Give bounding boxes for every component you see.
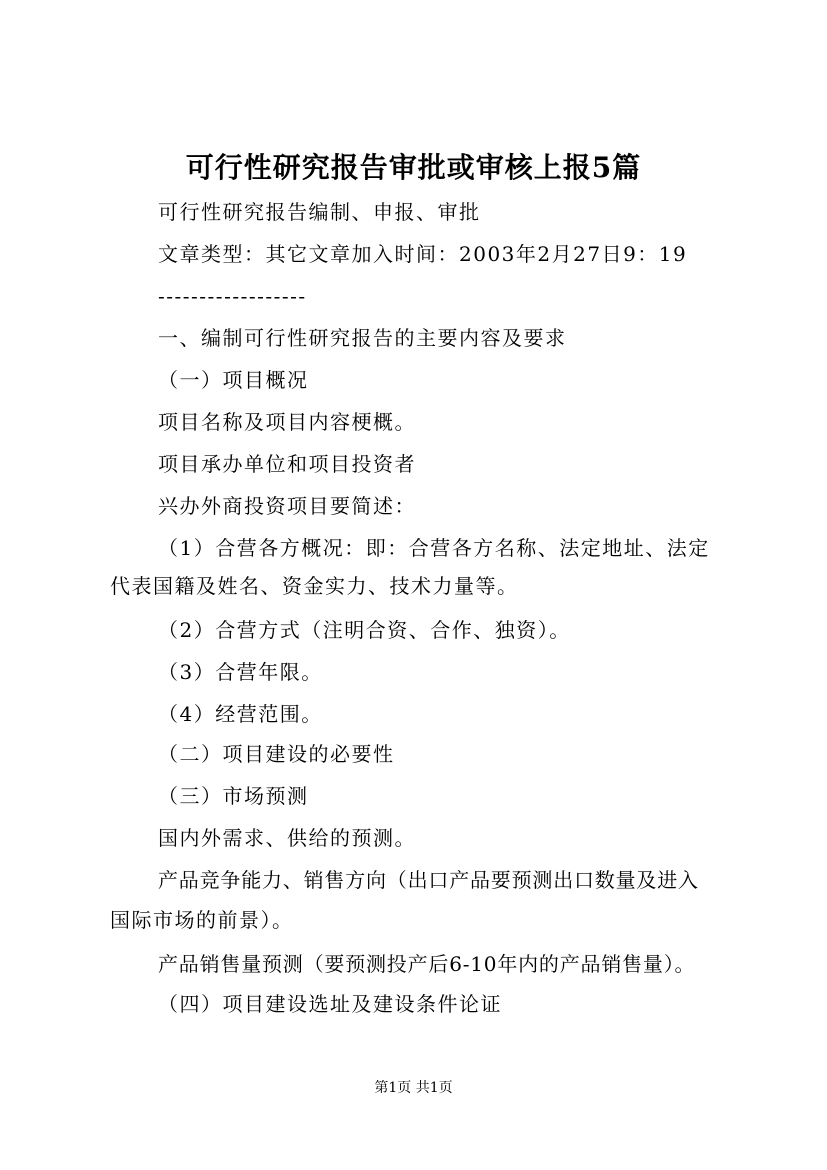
document-title: 可行性研究报告审批或审核上报5篇 [185,151,642,184]
subsection-heading: （三）市场预测 [158,784,309,808]
page-number-footer: 第1页 共1页 [374,1080,453,1096]
text-line: 文章类型：其它文章加入时间：2003年2月27日9：19 [158,242,688,266]
list-item: （2）合营方式（注明合资、合作、独资）。 [158,618,571,642]
list-item: （1）合营各方概况：即：合营各方名称、法定地址、法定 [158,536,710,560]
text-line: 项目名称及项目内容梗概。 [158,410,416,434]
subsection-heading: （四）项目建设选址及建设条件论证 [158,992,502,1016]
text-line: 产品销售量预测（要预测投产后6-10年内的产品销售量）。 [158,952,696,976]
text-line: 可行性研究报告编制、申报、审批 [158,200,481,224]
text-line: 产品竞争能力、销售方向（出口产品要预测出口数量及进入 [158,868,699,892]
subsection-heading: （一）项目概况 [158,368,309,392]
subsection-heading: （二）项目建设的必要性 [158,742,395,766]
separator-line: ------------------ [158,284,307,308]
text-line: 项目承办单位和项目投资者 [158,452,416,476]
text-line: 代表国籍及姓名、资金实力、技术力量等。 [110,574,519,598]
list-item: （4）经营范围。 [158,702,323,726]
text-line: 兴办外商投资项目要简述： [158,494,416,518]
text-line: 国际市场的前景）。 [110,908,294,932]
list-item: （3）合营年限。 [158,660,323,684]
text-line: 国内外需求、供给的预测。 [158,826,416,850]
section-heading: 一、编制可行性研究报告的主要内容及要求 [158,326,567,350]
